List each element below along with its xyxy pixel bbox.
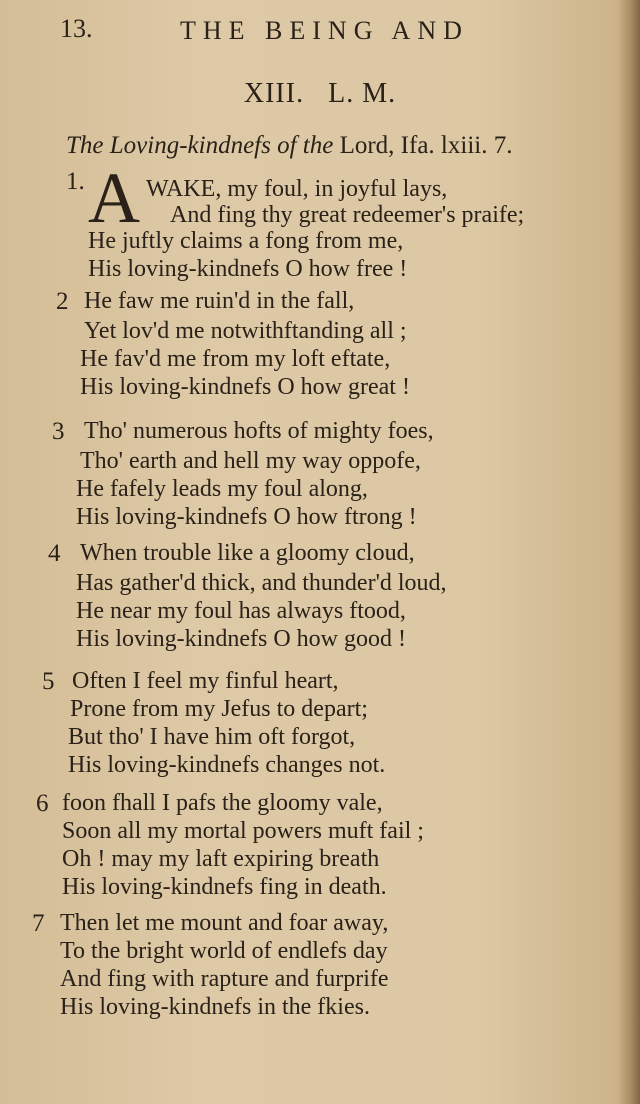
verse-line: He fafely leads my foul along,	[76, 476, 368, 502]
verse-line: WAKE, my foul, in joyful lays,	[146, 176, 448, 202]
hymn-number: XIII.	[243, 78, 305, 109]
page-number: 13.	[60, 14, 93, 43]
stanza-number: 3	[52, 418, 65, 445]
stanza-number: 7	[32, 910, 45, 937]
verse-line: He faw me ruin'd in the fall,	[84, 288, 355, 314]
running-title: THE BEING AND	[180, 16, 469, 45]
verse-line: His loving-kindnefs O how good !	[76, 626, 406, 652]
stanza-number: 1.	[66, 168, 85, 195]
subtitle-reference: Lord, Ifa. lxiii. 7.	[339, 132, 513, 159]
verse-line: His loving-kindnefs in the fkies.	[60, 994, 370, 1020]
verse-line: He fav'd me from my loft eftate,	[80, 346, 391, 372]
verse-line: He juftly claims a fong from me,	[88, 228, 404, 254]
stanza-number: 6	[36, 790, 49, 817]
hymn-subtitle	[66, 132, 512, 160]
verse-line: His loving-kindnefs O how free !	[88, 256, 408, 282]
page-header	[60, 14, 520, 54]
verse-line: His loving-kindnefs changes not.	[68, 752, 386, 778]
verse-line: His loving-kindnefs O how great !	[80, 374, 410, 400]
verse-line: His loving-kindnefs O how ftrong !	[76, 504, 417, 530]
verse-line: foon fhall I pafs the gloomy vale,	[62, 790, 383, 816]
hymn-meter: L. M.	[328, 78, 397, 109]
stanza-number: 4	[48, 540, 61, 567]
drop-cap: A	[88, 158, 140, 238]
stanza-number: 5	[42, 668, 55, 695]
subtitle-italic: The Loving-kindnefs of the	[66, 132, 334, 159]
verse-line: Yet lov'd me notwithftanding all ;	[84, 318, 407, 344]
verse-line: Often I feel my finful heart,	[72, 668, 339, 694]
verse-line: But tho' I have him oft forgot,	[68, 724, 356, 750]
stanza-number: 2	[56, 288, 69, 315]
verse-line: And fing with rapture and furprife	[60, 966, 389, 992]
hymn-heading	[0, 78, 640, 110]
verse-line: To the bright world of endlefs day	[60, 938, 388, 964]
verse-line: Soon all my mortal powers muft fail ;	[62, 818, 424, 844]
verse-line: He near my foul has always ftood,	[76, 598, 406, 624]
verse-line: When trouble like a gloomy cloud,	[80, 540, 415, 566]
page-edge	[618, 0, 640, 1104]
verse-line: Tho' numerous hofts of mighty foes,	[84, 418, 434, 444]
verse-line: Has gather'd thick, and thunder'd loud,	[76, 570, 447, 596]
verse-line: And fing thy great redeemer's praife;	[170, 202, 525, 228]
verse-line: Then let me mount and foar away,	[60, 910, 389, 936]
verse-line: His loving-kindnefs fing in death.	[62, 874, 387, 900]
verse-line: Oh ! may my laft expiring breath	[62, 846, 380, 872]
verse-line: Tho' earth and hell my way oppofe,	[80, 448, 421, 474]
verse-line: Prone from my Jefus to depart;	[70, 696, 368, 722]
